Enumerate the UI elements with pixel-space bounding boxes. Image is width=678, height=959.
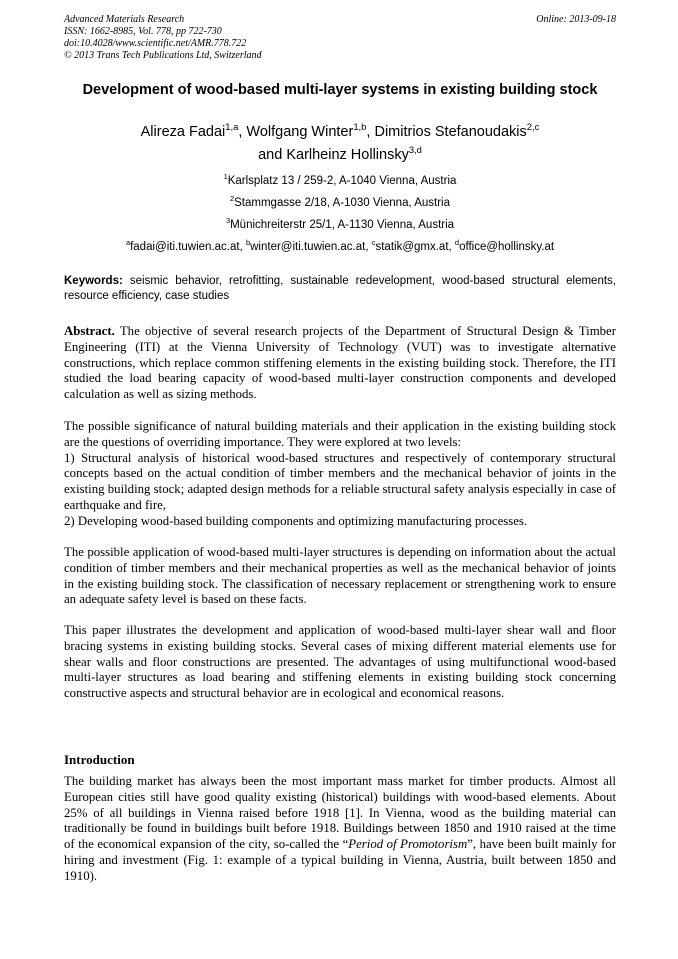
- keywords-text: seismic behavior, retrofitting, sustainable redevelopment, wood-based structural elements, resource efficiency, case studies: [64, 275, 616, 302]
- affiliation: $^2$Stammgasse 2/18, A-1030 Vienna, Austria: [229, 194, 451, 209]
- author-superscript: 1,a: [225, 121, 239, 133]
- author-name: Wolfgang Winter: [246, 124, 354, 140]
- affiliation: $^1$Karlsplatz 13 / 259-2, A-1040 Vienna, Austria: [223, 172, 457, 187]
- author-superscript: 3,d: [408, 144, 422, 156]
- doi-line: doi:10.4028/www.scientific.net/AMR.778.722: [64, 38, 247, 49]
- keywords: [64, 274, 616, 303]
- abstract: [64, 324, 616, 403]
- emphasis: Period of Promotorism: [348, 837, 468, 852]
- abstract-text: The objective of several research projects of the Department of Structural Design & Timber Engineering (ITI) at the Vienna University of Technology (VUT) was to investigate alternative constructions, which replace common stiffening elements in the existing building stock. Therefore, the ITI studied the load bearing capacity of wood-based multi-layer construction components and developed calculation as well as sizing methods.: [64, 324, 616, 402]
- paragraph: The possible application of wood-based multi-layer structures is depending on information about the actual condition of timber members and their mechanical properties as well as the mechanical behavior of joints in the existing building stock. The classification of necessary replacement or strengthening work to ensure an adequate safety level is based on these facts.: [64, 545, 616, 607]
- paragraph: The building market has always been the most important mass market for timber products. Almost all European cities still have good quality existing (historical) buildings with wood-based elements. About 25% of all buildings in Vienna raised before 1918 [1]. In Vienna, wood as the building material can traditionally be found in buildings built before 1918. Buildings between 1850 and 1910 raised at the time of the economical expansion of the city, so-called the “Period of Promotorism”, have been built mainly for hiring and investment (Fig. 1: example of a typical building in Vienna, Austria, built between 1850 and 1910).: [64, 774, 616, 883]
- running-header: [64, 14, 616, 62]
- author-list: Alireza Fadai$^{1,a}$, Wolfgang Winter$^{1,b}$, Dimitrios Stefanoudakis$^{2,c}$ and Karlheinz Hollinsky$^{3,d}$: [140, 121, 540, 163]
- email: statik@gmx.at: [375, 241, 449, 253]
- author-name: Dimitrios Stefanoudakis: [374, 124, 527, 140]
- abstract-label: Abstract.: [64, 324, 115, 338]
- section-heading: Introduction: [64, 752, 135, 767]
- affiliation: $^3$Münichreiterstr 25/1, A-1130 Vienna, Austria: [225, 216, 455, 231]
- email: fadai@iti.tuwien.ac.at: [130, 241, 240, 253]
- author-name: Karlheinz Hollinsky: [286, 147, 409, 163]
- journal-name: Advanced Materials Research: [64, 14, 185, 25]
- keywords-label: Keywords:: [64, 275, 123, 287]
- online-date: Online: 2013-09-18: [536, 14, 616, 25]
- author-superscript: 1,b: [353, 121, 367, 133]
- author-conjunction: and: [258, 147, 283, 163]
- list-item: 1) Structural analysis of historical wood-based structures and respectively of contemporary structural concepts based on the actual condition of timber members and the mechanical behavior of joints in the existing building stock; adapted design methods for a reliable structural safety analysis especially in case of earthquake and fire,: [64, 450, 616, 512]
- email: winter@iti.tuwien.ac.at: [250, 241, 366, 253]
- email-list: $^a$fadai@iti.tuwien.ac.at, $^b$winter@iti.tuwien.ac.at, $^c$statik@gmx.at, $^d$office@hollinsky.at: [125, 238, 555, 253]
- issn-line: ISSN: 1662-8985, Vol. 778, pp 722-730: [64, 26, 222, 37]
- author-superscript: 2,c: [526, 121, 540, 133]
- email: office@hollinsky.at: [459, 241, 555, 253]
- list-item: 2) Developing wood-based building components and optimizing manufacturing processes.: [64, 513, 528, 528]
- copyright-line: © 2013 Trans Tech Publications Ltd, Switzerland: [64, 50, 262, 61]
- author-name: Alireza Fadai: [140, 124, 226, 140]
- paper-title: Development of wood-based multi-layer systems in existing building stock: [82, 82, 598, 98]
- paragraph: This paper illustrates the development and application of wood-based multi-layer shear wall and floor bracing systems in existing building stocks. Several cases of mixing different material elements use for shear walls and floor constructions are presented. The advantages of using multifunctional wood-based multi-layer structures as load bearing and stiffening elements in existing building stock concerning constructive aspects and structural behavior are in ecological and economical reasons.: [64, 623, 616, 701]
- paragraph: The possible significance of natural building materials and their application in the existing building stock are the questions of overriding importance. They were explored at two levels: 1) Structural analysis of historical wood-based structures and respectively of contemporary structural concepts based on the actual condition of timber members and the mechanical behavior of joints in the existing building stock; adapted design methods for a reliable structural safety analysis especially in case of earthquake and fire, 2) Developing wood-based building components and optimizing manufacturing processes.: [64, 419, 616, 528]
